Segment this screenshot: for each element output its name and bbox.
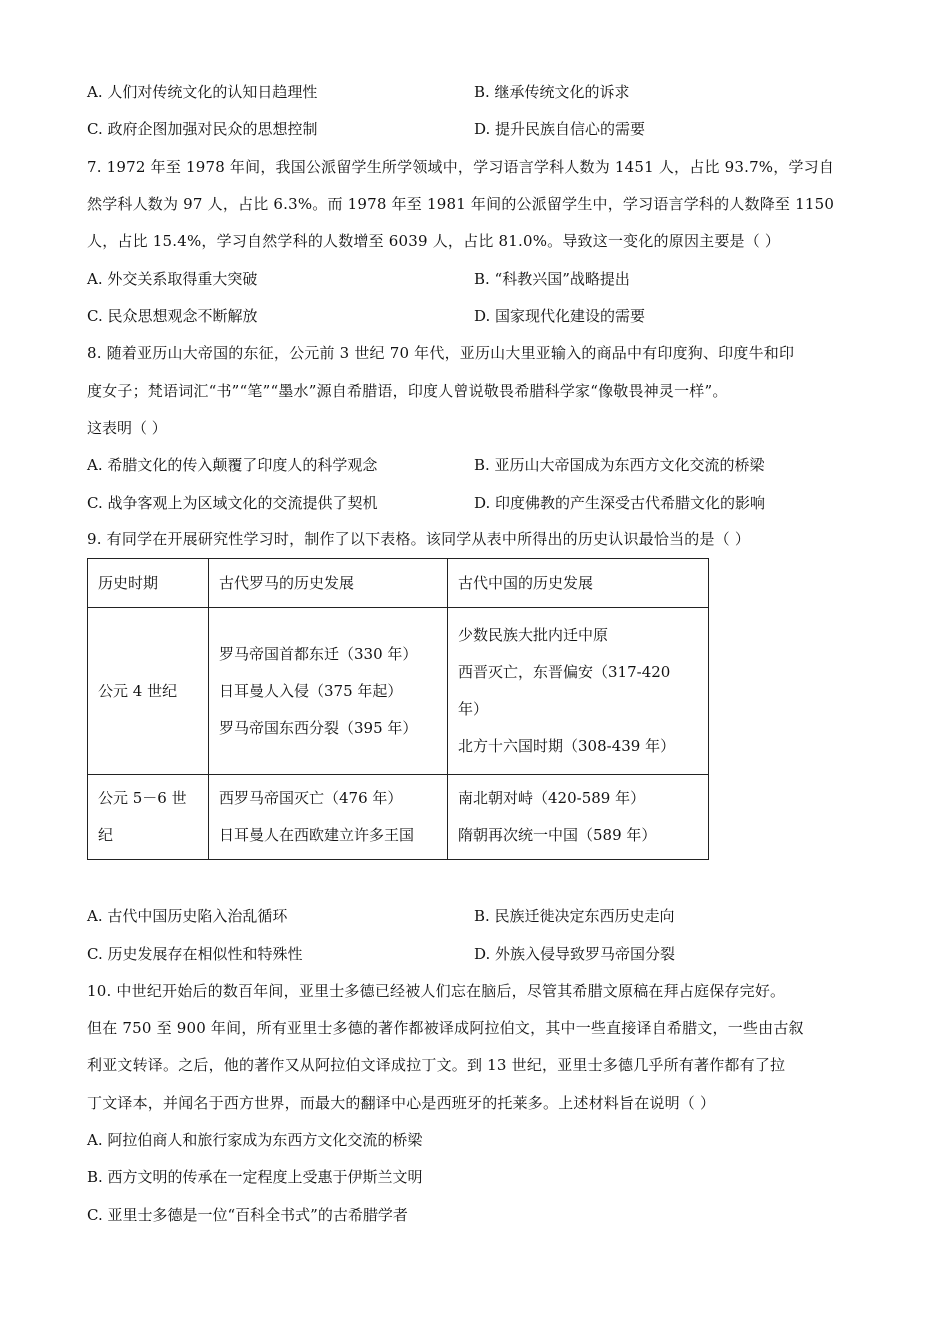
- table-row: [88, 608, 709, 775]
- q10-option-c: C. 亚里士多德是一位“百科全书式”的古希腊学者: [87, 1206, 408, 1224]
- q8-option-c: C. 战争客观上为区域文化的交流提供了契机: [87, 494, 378, 512]
- q6-option-d: D. 提升民族自信心的需要: [474, 120, 646, 138]
- china-cell: [448, 608, 709, 775]
- q8-option-d: D. 印度佛教的产生深受古代希腊文化的影响: [474, 494, 766, 512]
- q10-stem-line-2: 但在 750 至 900 年间，所有亚里士多德的著作都被译成阿拉伯文，其中一些直接译自希腊文，一些由古叙: [87, 1019, 804, 1037]
- q10-option-a: A. 阿拉伯商人和旅行家成为东西方文化交流的桥梁: [87, 1131, 423, 1149]
- q8-option-b: B. 亚历山大帝国成为东西方文化交流的桥梁: [474, 456, 765, 474]
- q7-stem-line-2: 然学科人数为 97 人，占比 6.3%。而 1978 年至 1981 年间的公派留学生中，学习语言学科的人数降至 1150: [87, 195, 835, 213]
- q10-option-b: B. 西方文明的传承在一定程度上受惠于伊斯兰文明: [87, 1168, 423, 1186]
- china-line: 年）: [458, 700, 489, 718]
- rome-line: 日耳曼人入侵（375 年起）: [219, 681, 403, 700]
- q8-stem-line-3: 这表明（ ）: [87, 419, 167, 437]
- china-line: 南北朝对峙（420-589 年）: [458, 789, 646, 807]
- rome-line: 罗马帝国东西分裂（395 年）: [219, 718, 418, 737]
- header-china: 古代中国的历史发展: [448, 559, 709, 608]
- q7-option-c: C. 民众思想观念不断解放: [87, 307, 258, 325]
- q7-stem-line-1: 7. 1972 年至 1978 年间，我国公派留学生所学领域中，学习语言学科人数为 1451 人，占比 93.7%，学习自: [87, 158, 835, 176]
- china-line: 少数民族大批内迁中原: [458, 626, 609, 644]
- table-row: [88, 775, 709, 860]
- q6-option-b: B. 继承传统文化的诉求: [474, 83, 630, 101]
- china-line: 北方十六国时期（308-439 年）: [458, 737, 676, 755]
- q6-option-c: C. 政府企图加强对民众的思想控制: [87, 120, 318, 138]
- period-line: 公元 5－6 世: [98, 789, 187, 807]
- rome-cell: [209, 608, 448, 775]
- rome-line: 罗马帝国首都东迁（330 年）: [219, 644, 418, 663]
- header-period: 历史时期: [88, 559, 209, 608]
- china-line: 隋朝再次统一中国（589 年）: [458, 826, 657, 844]
- q8-stem-line-1: 8. 随着亚历山大帝国的东征，公元前 3 世纪 70 年代，亚历山大里亚输入的商品中有印度狗、印度牛和印: [87, 344, 795, 362]
- period-line: 纪: [98, 826, 114, 844]
- q7-option-d: D. 国家现代化建设的需要: [474, 307, 646, 325]
- q10-stem-line-4: 丁文译本，并闻名于西方世界，而最大的翻译中心是西班牙的托莱多。上述材料旨在说明（ ）: [87, 1094, 716, 1112]
- period-line: 公元 4 世纪: [98, 681, 178, 700]
- q9-stem: 9. 有同学在开展研究性学习时，制作了以下表格。该同学从表中所得出的历史认识最恰当的是（ ）: [87, 530, 751, 548]
- china-cell: [448, 775, 709, 860]
- china-line: 西晋灭亡，东晋偏安（317-420: [458, 663, 671, 681]
- header-rome: 古代罗马的历史发展: [209, 559, 448, 608]
- period-cell: [88, 775, 209, 860]
- q10-stem-line-1: 10. 中世纪开始后的数百年间，亚里士多德已经被人们忘在脑后，尽管其希腊文原稿在拜占庭保存完好。: [87, 982, 786, 1000]
- rome-line: 日耳曼人在西欧建立许多王国: [219, 826, 415, 844]
- q6-option-a: A. 人们对传统文化的认知日趋理性: [87, 83, 318, 101]
- q7-stem-line-3: 人，占比 15.4%，学习自然学科的人数增至 6039 人，占比 81.0%。导致这一变化的原因主要是（ ）: [87, 232, 781, 250]
- history-table: [87, 558, 709, 860]
- q7-option-b: B. “科教兴国”战略提出: [474, 270, 630, 288]
- q9-option-b: B. 民族迁徙决定东西历史走向: [474, 907, 675, 925]
- q9-option-d: D. 外族入侵导致罗马帝国分裂: [474, 945, 676, 963]
- rome-cell: [209, 775, 448, 860]
- q8-stem-line-2: 度女子；梵语词汇“书”“笔”“墨水”源自希腊语，印度人曾说敬畏希腊科学家“像敬畏神灵一样”。: [87, 382, 728, 400]
- q8-option-a: A. 希腊文化的传入颠覆了印度人的科学观念: [87, 456, 378, 474]
- table-header-row: [88, 559, 709, 608]
- q9-option-c: C. 历史发展存在相似性和特殊性: [87, 945, 303, 963]
- q7-option-a: A. 外交关系取得重大突破: [87, 270, 258, 288]
- q9-option-a: A. 古代中国历史陷入治乱循环: [87, 907, 288, 925]
- rome-line: 西罗马帝国灭亡（476 年）: [219, 789, 403, 807]
- q10-stem-line-3: 利亚文转译。之后，他的著作又从阿拉伯文译成拉丁文。到 13 世纪，亚里士多德几乎所有著作都有了拉: [87, 1056, 786, 1074]
- period-cell: [88, 608, 209, 775]
